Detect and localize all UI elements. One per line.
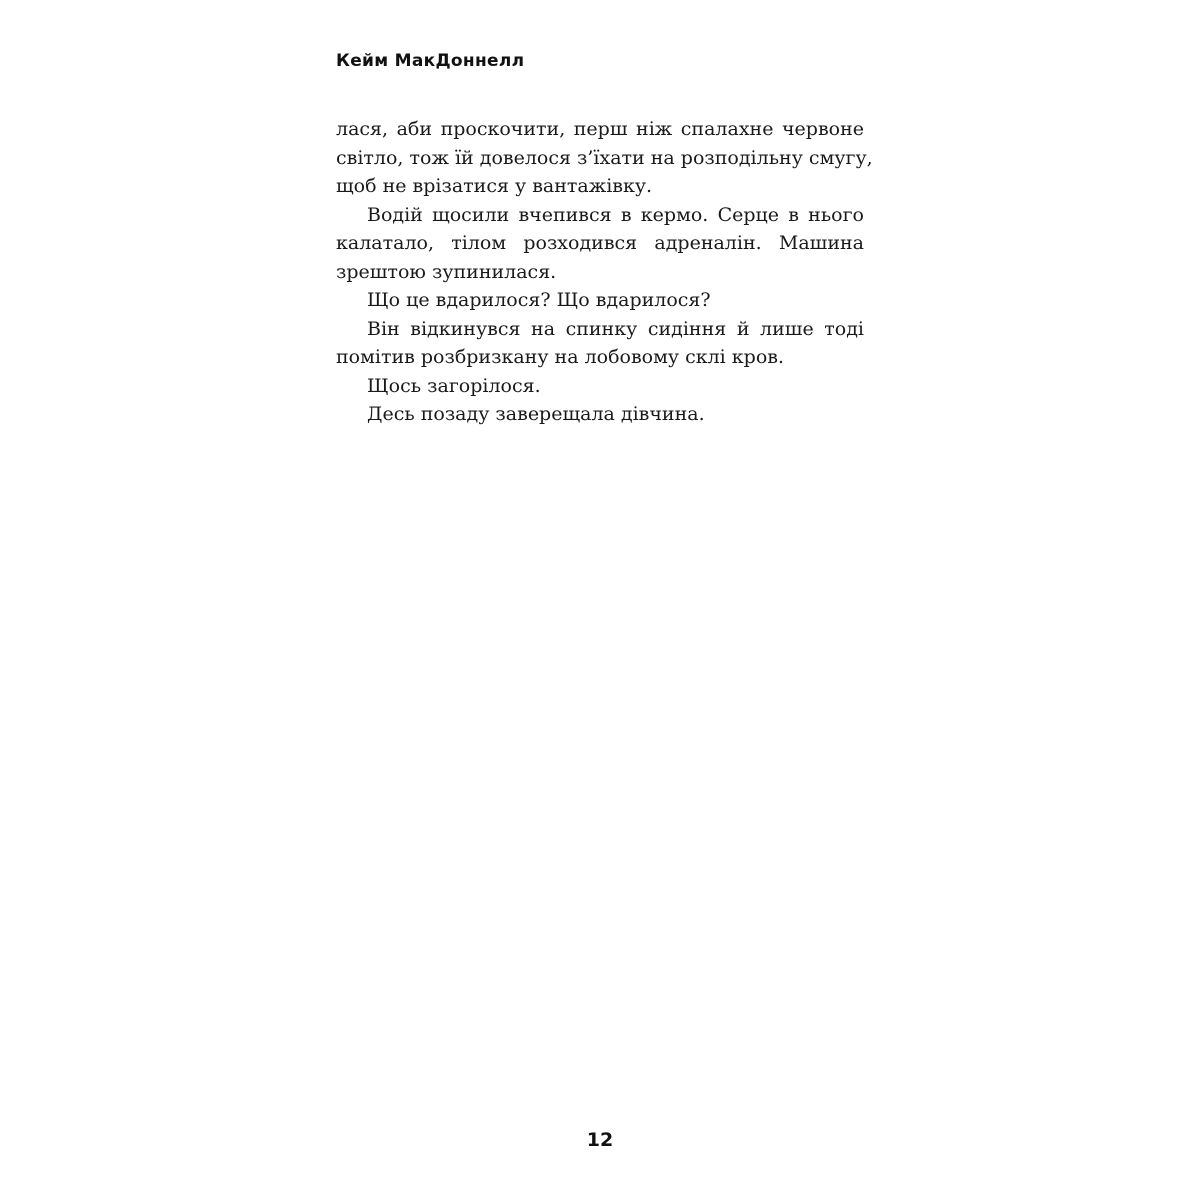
- paragraph-continuation: [336, 115, 873, 201]
- text-line: лася, аби проскочити, перш ніж спалахне червоне: [336, 118, 864, 140]
- text-line: щоб не врізатися у вантажівку.: [336, 175, 653, 197]
- text-line: Щось загорілося.: [367, 374, 541, 397]
- page-number: 12: [586, 1129, 614, 1151]
- running-head-author: Кейм МакДоннелл: [336, 51, 525, 71]
- paragraph: [336, 201, 864, 287]
- text-line: Він відкинувся на спинку сидіння й лише тоді: [367, 317, 864, 340]
- text-line: світло, тож їй довелося з’їхати на розподільну смугу,: [336, 146, 873, 169]
- paragraph: [336, 315, 864, 372]
- paragraph: [336, 286, 864, 315]
- paragraph: [336, 400, 864, 429]
- text-line: калатало, тілом розходився адреналін. Машина: [336, 232, 864, 254]
- text-line: Водій щосили вчепився в кермо. Серце в нього: [367, 203, 864, 226]
- body-text: [336, 115, 873, 429]
- paragraph: [336, 372, 864, 401]
- text-line: Десь позаду заверещала дівчина.: [367, 403, 705, 425]
- text-line: Що це вдарилося? Що вдарилося?: [367, 289, 711, 311]
- text-line: зрештою зупинилася.: [336, 260, 557, 283]
- text-line: помітив розбризкану на лобовому склі кров.: [336, 346, 785, 368]
